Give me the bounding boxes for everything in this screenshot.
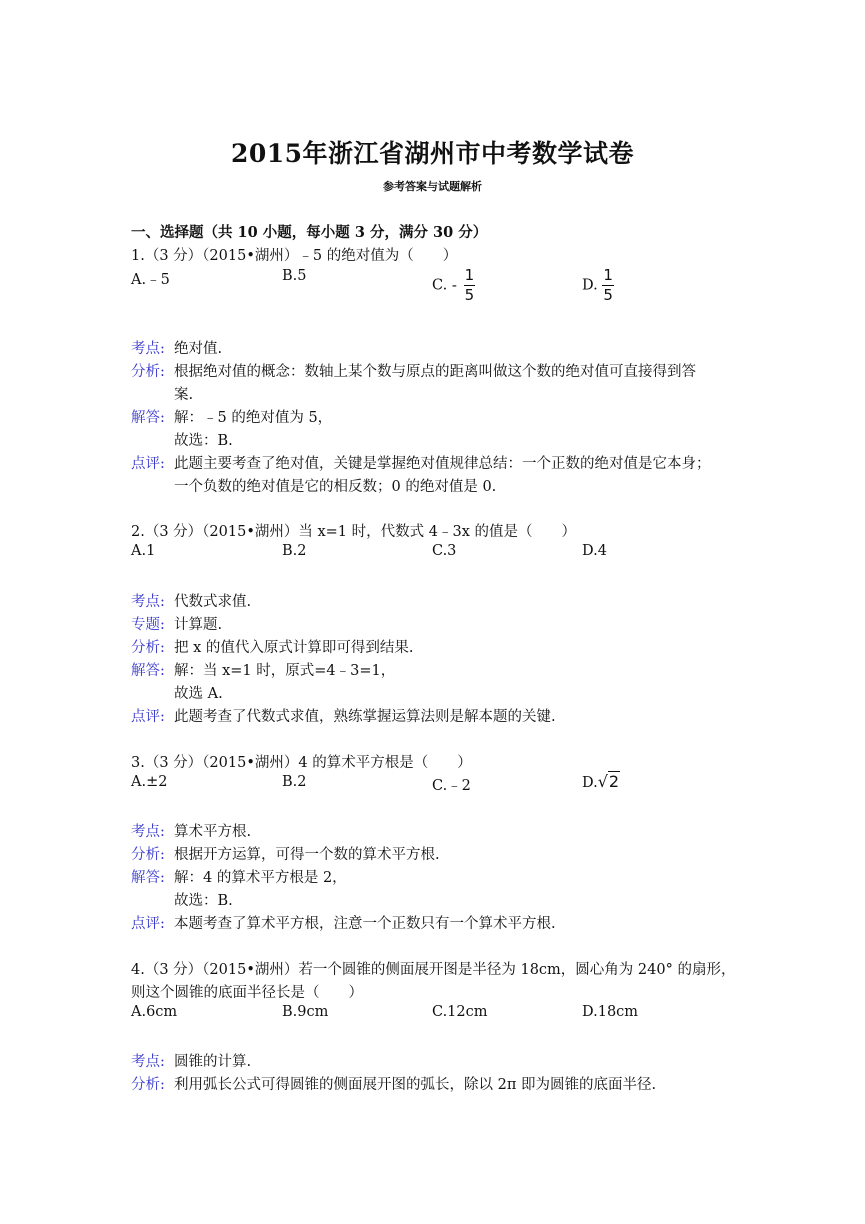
q4-stem-line1: 4.（3 分）（2015•湖州）若一个圆锥的侧面展开图是半径为 18cm，圆心角为 240° 的扇形， (131, 962, 736, 978)
q3-option-c: C.﹣2 (432, 778, 471, 794)
q2-kaodian: 代数式求值. (174, 594, 252, 610)
page-subtitle: 参考答案与试题解析 (383, 180, 482, 193)
q1-option-c-numerator: 1 (464, 266, 475, 284)
q1-option-c-denominator: 5 (464, 286, 475, 304)
q1-jieda-line1: 解：﹣5 的绝对值为 5， (174, 410, 333, 426)
q2-stem: 2.（3 分）（2015•湖州）当 x=1 时，代数式 4﹣3x 的值是（ ） (131, 524, 576, 540)
q1-option-c (432, 268, 475, 303)
q3-jieda-label: 解答: (131, 870, 165, 886)
q1-dianping-line1: 此题主要考查了绝对值，关键是掌握绝对值规律总结：一个正数的绝对值是它本身； (174, 456, 711, 472)
q2-kaodian-label: 考点: (131, 594, 165, 610)
q3-jieda-line1: 解：4 的算术平方根是 2， (174, 870, 347, 886)
q1-jieda-label: 解答: (131, 410, 165, 426)
q3-fenxi: 根据开方运算，可得一个数的算术平方根. (174, 847, 440, 863)
page-title: 2015年浙江省湖州市中考数学试卷 (230, 139, 635, 168)
q3-dianping-label: 点评: (131, 916, 165, 932)
q1-option-b: B.5 (282, 268, 307, 284)
q3-jieda-line2: 故选：B. (174, 893, 233, 909)
q1-dianping-line2: 一个负数的绝对值是它的相反数；0 的绝对值是 0. (174, 479, 497, 495)
q1-kaodian-label: 考点: (131, 341, 165, 357)
q1-fenxi-label: 分析: (131, 364, 165, 380)
q3-option-d (582, 772, 620, 791)
q1-option-c-fraction (464, 268, 476, 303)
q1-option-d-numerator: 1 (603, 266, 613, 284)
q3-kaodian-label: 考点: (131, 824, 165, 840)
q4-fenxi-label: 分析: (131, 1077, 165, 1093)
q3-option-d-sqrt (598, 771, 620, 791)
q2-fenxi-label: 分析: (131, 640, 165, 656)
q2-zhuanti-label: 专题: (131, 617, 165, 633)
q3-option-b: B.2 (282, 774, 307, 790)
q2-jieda-line1: 解：当 x=1 时，原式=4﹣3=1， (174, 663, 396, 679)
q4-option-a: A.6cm (131, 1004, 178, 1020)
q1-jieda-line2: 故选：B. (174, 433, 233, 449)
q1-option-c-label: C. (432, 277, 448, 294)
q2-fenxi: 把 x 的值代入原式计算即可得到结果. (174, 640, 414, 656)
q2-dianping: 此题考查了代数式求值，熟练掌握运算法则是解本题的关键. (174, 709, 556, 725)
q4-stem-line2: 则这个圆锥的底面半径长是（ ） (131, 985, 363, 1001)
q1-option-d-fraction (602, 268, 614, 303)
q1-fenxi-line2: 案. (174, 387, 194, 403)
q2-jieda-label: 解答: (131, 663, 165, 679)
q2-jieda-line2: 故选 A. (174, 686, 223, 702)
q2-option-c: C.3 (432, 543, 457, 559)
q1-option-d-label: D. (582, 277, 598, 294)
q1-stem: 1.（3 分）（2015•湖州）﹣5 的绝对值为（ ） (131, 248, 458, 264)
q4-option-b: B.9cm (282, 1004, 329, 1020)
q3-option-a: A.±2 (131, 774, 168, 790)
section-heading: 一、选择题（共 10 小题，每小题 3 分，满分 30 分） (131, 224, 488, 241)
q3-option-d-radicand: 2 (608, 772, 620, 791)
q4-option-d: D.18cm (582, 1004, 639, 1020)
q3-option-d-label: D. (582, 775, 598, 791)
q1-kaodian: 绝对值. (174, 341, 223, 357)
q1-option-a: A.﹣5 (131, 272, 170, 288)
q1-fenxi-line1: 根据绝对值的概念：数轴上某个数与原点的距离叫做这个数的绝对值可直接得到答 (174, 364, 696, 380)
q2-option-d: D.4 (582, 543, 607, 559)
q3-kaodian: 算术平方根. (174, 824, 252, 840)
q1-option-c-sign: - (451, 277, 458, 294)
q4-kaodian-label: 考点: (131, 1054, 165, 1070)
q1-option-d-denominator: 5 (603, 286, 613, 304)
q1-option-d (582, 268, 614, 303)
q2-option-b: B.2 (282, 543, 307, 559)
q3-stem: 3.（3 分）（2015•湖州）4 的算术平方根是（ ） (131, 755, 472, 771)
q4-kaodian: 圆锥的计算. (174, 1054, 252, 1070)
q3-dianping: 本题考查了算术平方根，注意一个正数只有一个算术平方根. (174, 916, 556, 932)
sqrt-icon: √ (597, 772, 608, 791)
q2-zhuanti: 计算题. (174, 617, 223, 633)
q1-dianping-label: 点评: (131, 456, 165, 472)
q4-option-c: C.12cm (432, 1004, 488, 1020)
q2-dianping-label: 点评: (131, 709, 165, 725)
q2-option-a: A.1 (131, 543, 156, 559)
q4-fenxi: 利用弧长公式可得圆锥的侧面展开图的弧长，除以 2π 即为圆锥的底面半径. (174, 1077, 657, 1093)
q3-fenxi-label: 分析: (131, 847, 165, 863)
